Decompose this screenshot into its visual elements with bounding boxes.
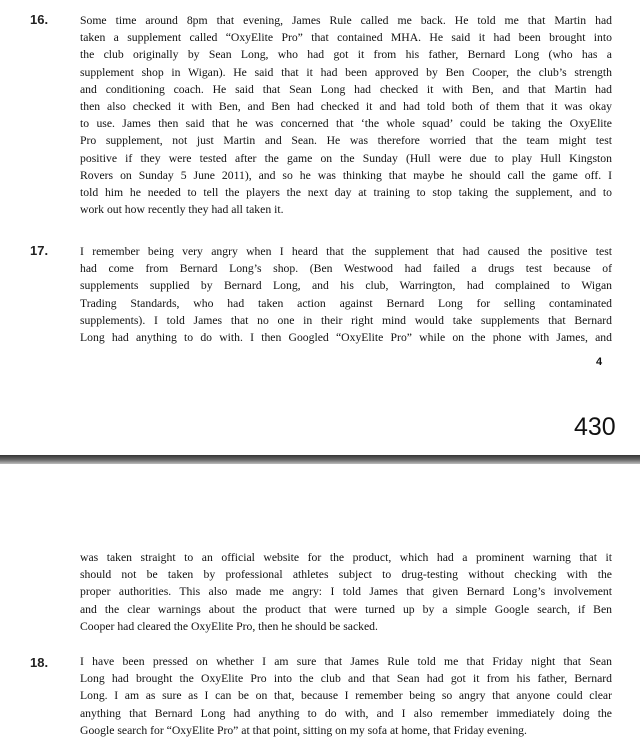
paragraph-body <box>80 549 612 635</box>
paragraph-body <box>80 243 612 346</box>
bundle-page-number: 430 <box>574 413 616 441</box>
text-line: told him he needed to tell the players the next day at training to stop taking the supplement, and to <box>80 186 612 200</box>
text-line: supplement shop in Wigan). He said that it had been approved by Ben Cooper, the club’s strength <box>80 65 612 79</box>
text-line: Rovers on Sunday 5 June 2011), and so he was thinking that maybe he should call the game off. I <box>80 168 612 182</box>
paragraph-number: 18. <box>30 655 49 670</box>
paragraph-number: 17. <box>30 243 49 258</box>
text-line: supplements supplied by Bernard Long, and his club, Warrington, had complained to Wigan <box>80 279 612 293</box>
text-line: anything that Bernard Long had anything to do with, and I also remember immediately doing the <box>80 706 612 720</box>
page-divider <box>0 455 640 464</box>
text-line: positive if they were tested after the game on the Sunday (Hull were due to play Hull Kingston <box>80 151 612 165</box>
text-line: should not be taken by professional athletes subject to drug-testing without checking with the <box>80 568 612 582</box>
text-line: I have been pressed on whether I am sure that James Rule told me that Friday night that Sean <box>80 655 612 668</box>
text-line: supplements). I told James that no one in their right mind would take supplements that Bernard <box>80 313 612 327</box>
text-line: then also checked it with Ben, and Ben had checked it and had told both of them that it was okay <box>80 100 612 114</box>
text-line: to use. James then said that he was concerned that ‘the whole squad’ could be taking the OxyElite <box>80 117 612 131</box>
text-line: Long. I am as sure as I can be on that, because I remember being so angry that anyone could clear <box>80 689 612 703</box>
text-line: Trading Standards, who had taken action against Bernard Long for selling contaminated <box>80 296 612 310</box>
paragraph-number: 16. <box>30 12 49 27</box>
text-line: had come from Bernard Long’s shop. (Ben Westwood had failed a drugs test because of <box>80 262 612 276</box>
text-line: and conditioning coach. He said that Sean Long had checked it with Ben, and that Martin had <box>80 82 612 96</box>
text-line: taken a supplement called “OxyElite Pro” that contained MHA. He said it had been brought into <box>80 31 612 45</box>
page-number: 4 <box>596 356 603 368</box>
text-line: I remember being very angry when I heard that the supplement that had caused the positive test <box>80 245 612 258</box>
text-line: the club originally by Sean Long, who had got it from his father, Bernard Long (who has a <box>80 48 612 62</box>
paragraph-body <box>80 653 612 739</box>
text-line: Some time around 8pm that evening, James Rule called me back. He told me that Martin had <box>80 14 612 27</box>
text-line: Google search for “OxyElite Pro” at that point, sitting on my sofa at home, that Friday evening. <box>80 723 527 737</box>
text-line: was taken straight to an official website for the product, which had a prominent warning that it <box>80 551 612 564</box>
text-line: Cooper had cleared the OxyElite Pro, then he should be sacked. <box>80 619 378 633</box>
paragraph-body <box>80 12 612 218</box>
text-line: and the clear warnings about the product that were turned up by a simple Google search, if Ben <box>80 602 612 616</box>
text-line: proper authorities. This also made me angry: I told James that given Bernard Long’s involvement <box>80 585 612 599</box>
text-line: work out how recently they had all taken it. <box>80 203 284 217</box>
text-line: Pro supplement, not just Martin and Sean. He was therefore worried that the team might test <box>80 134 612 148</box>
text-line: Long had brought the OxyElite Pro into the club and that Sean had got it from his father, Bernard <box>80 672 612 686</box>
text-line: Long had anything to do with. I then Googled “OxyElite Pro” while on the phone with James, and <box>80 331 612 345</box>
